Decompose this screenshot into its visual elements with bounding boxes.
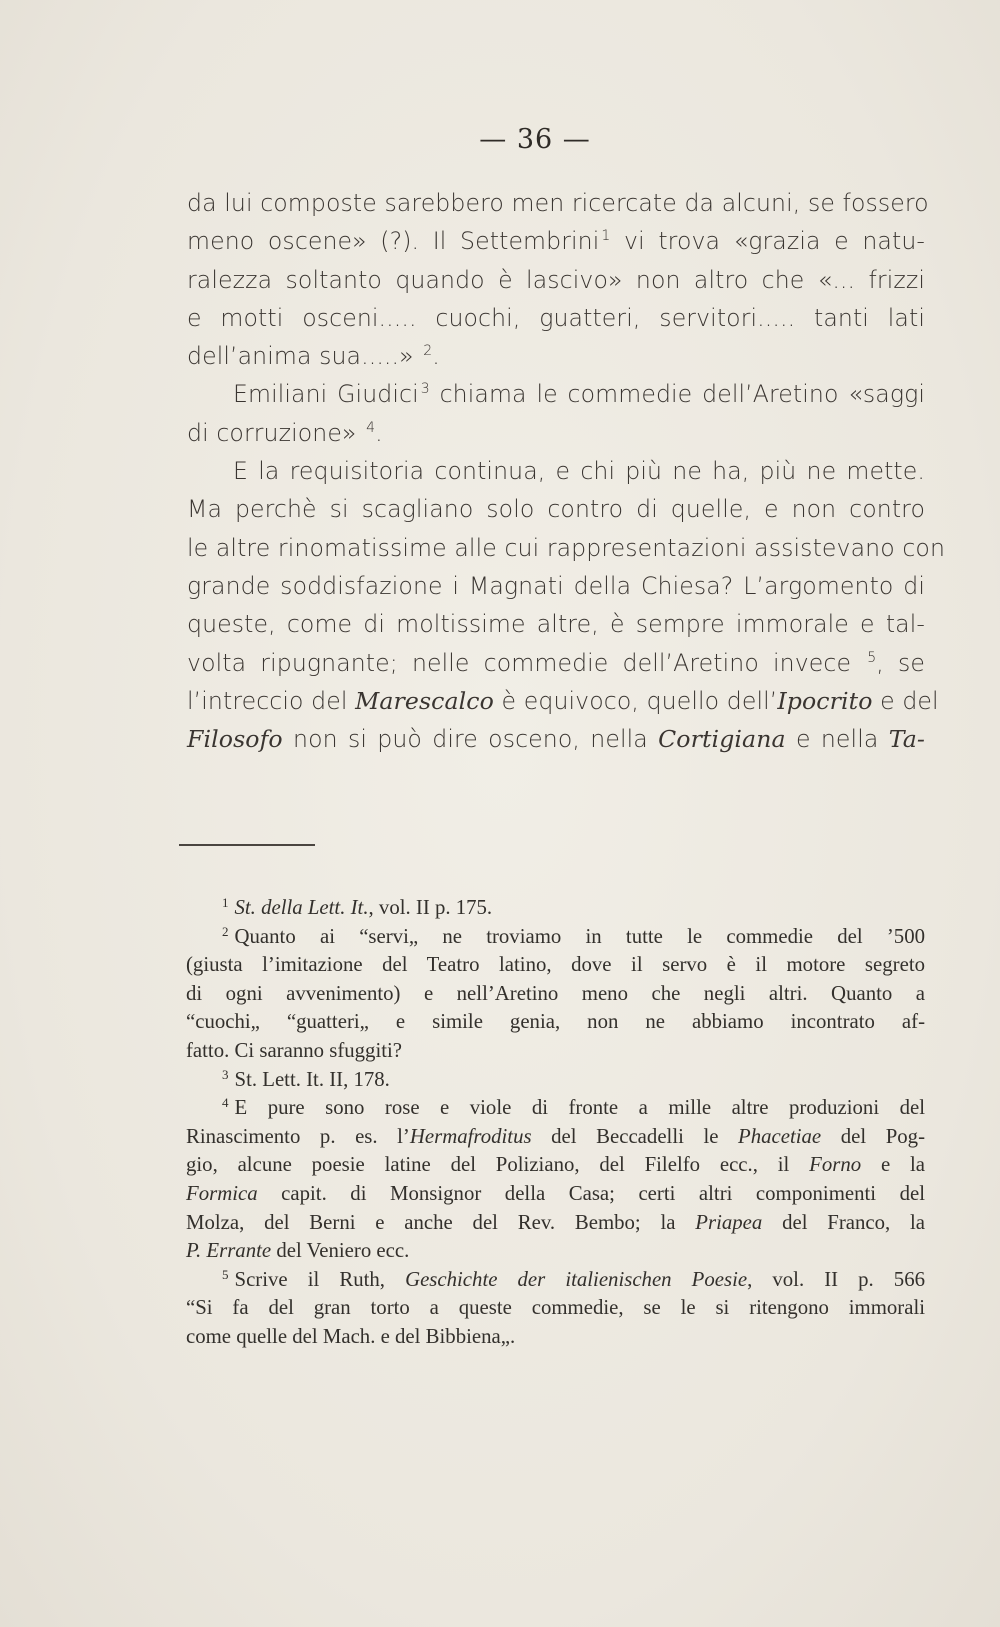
text-span: del Veniero ecc. [276,1239,410,1263]
text-span: “cuochi„ “guatteri„ e simile genia, non ne abbiamo incontrato af- [186,1010,925,1034]
footnote-2 [186,923,925,952]
text-span: E la requisitoria continua, e chi più ne ha, più ne mette. [233,457,925,486]
text-span: chiama le commedie dell’Aretino «saggi [439,380,925,409]
text-span: l’intreccio del [187,686,348,715]
text-span: Scrive il Ruth, [234,1267,385,1291]
footnote-number: 4 [222,1095,229,1111]
text-span: , vol. II p. 175. [368,896,493,919]
text-span: ralezza soltanto quando è lascivo» non altro che «... frizzi [187,265,925,294]
text-span: del Beccadelli le [551,1124,719,1148]
text-span: gio, alcune poesie latine del Poliziano, del Filelfo ecc., il [186,1153,790,1177]
text-span: St. Lett. It. II, 178. [234,1067,390,1091]
text-span: Hermafroditus [409,1124,532,1148]
text-span: di corruzione» [187,418,357,447]
text-span: Emiliani Giudici [233,380,419,409]
text-span: Forno [809,1153,862,1177]
text-span: , vol. II p. 566 [747,1267,925,1291]
footnote-5 [186,1266,925,1295]
text-span: , se [876,648,925,677]
text-span: da lui composte sarebbero men ricercate da alcuni, se fossero [187,189,929,217]
text-span: capit. di Monsignor della Casa; certi altri componimenti del [281,1181,925,1205]
text-span: le altre rinomatissime alle cui rappresentazioni assistevano con [187,533,946,562]
text-span: e del [880,686,939,715]
text-span: E pure sono rose e viole di fronte a mille altre produzioni del [234,1096,925,1120]
text-span: Priapea [695,1210,763,1234]
footnote-line [186,1008,925,1037]
text-span: dell’anima sua.....» [187,342,414,371]
text-span: (giusta l’imitazione del Teatro latino, dove il servo è il motore segreto [186,953,925,977]
footnote-ref-5: 5 [867,649,877,666]
text-span: di ogni avvenimento) e nell’Aretino meno che negli altri. Quanto a [186,981,925,1005]
text-line: di corruzione» $^4$. [187,418,383,447]
footnote-4 [186,1094,925,1123]
footnote-divider [179,844,315,846]
footnote-ref-1: 1 [601,228,611,245]
footnote-line [186,1209,925,1238]
text-line [187,644,925,682]
text-span: del Pog- [840,1124,925,1148]
text-span: fatto. Ci saranno sfuggiti? [186,1038,403,1062]
footnote-line [186,1151,925,1180]
title-cortigiana: Cortigiana [658,725,786,754]
text-span: grande soddisfazione i Magnati della Chiesa? L’argomento di [187,571,925,600]
text-line [187,529,946,567]
footnote-number: 5 [222,1266,229,1282]
text-line [187,720,925,758]
text-line [187,682,939,720]
footnote-line [186,1037,925,1066]
text-line [187,222,925,260]
text-span: vi trova «grazia e natu- [624,227,926,256]
text-line [187,375,925,413]
text-span: Ta- [888,725,925,754]
text-span: meno oscene» (?). Il Settembrini [187,227,600,256]
text-span: Rinascimento p. es. l’ [186,1124,410,1148]
text-line [187,261,925,299]
footnote-line [186,980,925,1009]
footnote-number: 3 [222,1066,229,1082]
text-span: e motti osceni..... cuochi, guatteri, servitori..... tanti lati [187,303,925,332]
text-span: del Franco, la [782,1210,925,1234]
title-ipocrito: Ipocrito [777,686,873,715]
text-line [187,605,925,643]
text-span: Phacetiae [738,1124,822,1148]
text-span: e nella [795,725,879,754]
footnote-ref-2: 2 [423,343,433,360]
footnote-line [186,1323,925,1352]
text-span: e la [880,1153,925,1177]
footnote-number: 2 [222,923,229,939]
text-line [187,299,925,337]
text-span: Quanto ai “servi„ ne troviamo in tutte le commedie del ’500 [234,924,925,948]
title-marescalco: Marescalco [355,686,494,715]
text-span: St. della Lett. It. [234,896,369,919]
text-line [187,184,929,222]
text-line: dell’anima sua.....» $^2$. [187,342,440,371]
text-span: “Si fa del gran torto a queste commedie, se le si ritengono immorali [186,1296,925,1320]
text-span: Geschichte der italienischen Poesie [405,1267,748,1291]
footnote-ref-3: 3 [420,381,430,398]
text-span: Formica [186,1181,258,1205]
footnote-line [186,951,925,980]
text-line [187,567,925,605]
text-span: Ma perchè si scagliano solo contro di quelle, e non contro [187,495,925,524]
text-line [187,490,925,528]
footnote-ref-4: 4 [366,419,376,436]
page-number: — 36 — [479,124,591,155]
footnote-1 [186,894,925,923]
text-span: è equivoco, quello dell’ [501,686,778,715]
footnote-line [186,1237,925,1266]
text-span: P. Errante [186,1239,272,1263]
text-span: volta ripugnante; nelle commedie dell’Aretino invece [187,648,852,677]
main-text [187,184,946,758]
text-span: Molza, del Berni e anche del Rev. Bembo; la [186,1210,676,1234]
title-filosofo: Filosofo [187,725,283,754]
text-span: queste, come di moltissime altre, è sempre immorale e tal- [187,610,925,639]
footnote-3 [186,1066,925,1095]
text-span: non si può dire osceno, nella [293,725,648,754]
footnotes [186,894,925,1352]
footnote-line [186,1180,925,1209]
footnote-number: 1 [222,895,229,910]
text-span: come quelle del Mach. e del Bibbiena„. [186,1324,516,1348]
text-line [187,452,925,490]
footnote-line [186,1294,925,1323]
footnote-line [186,1123,925,1152]
